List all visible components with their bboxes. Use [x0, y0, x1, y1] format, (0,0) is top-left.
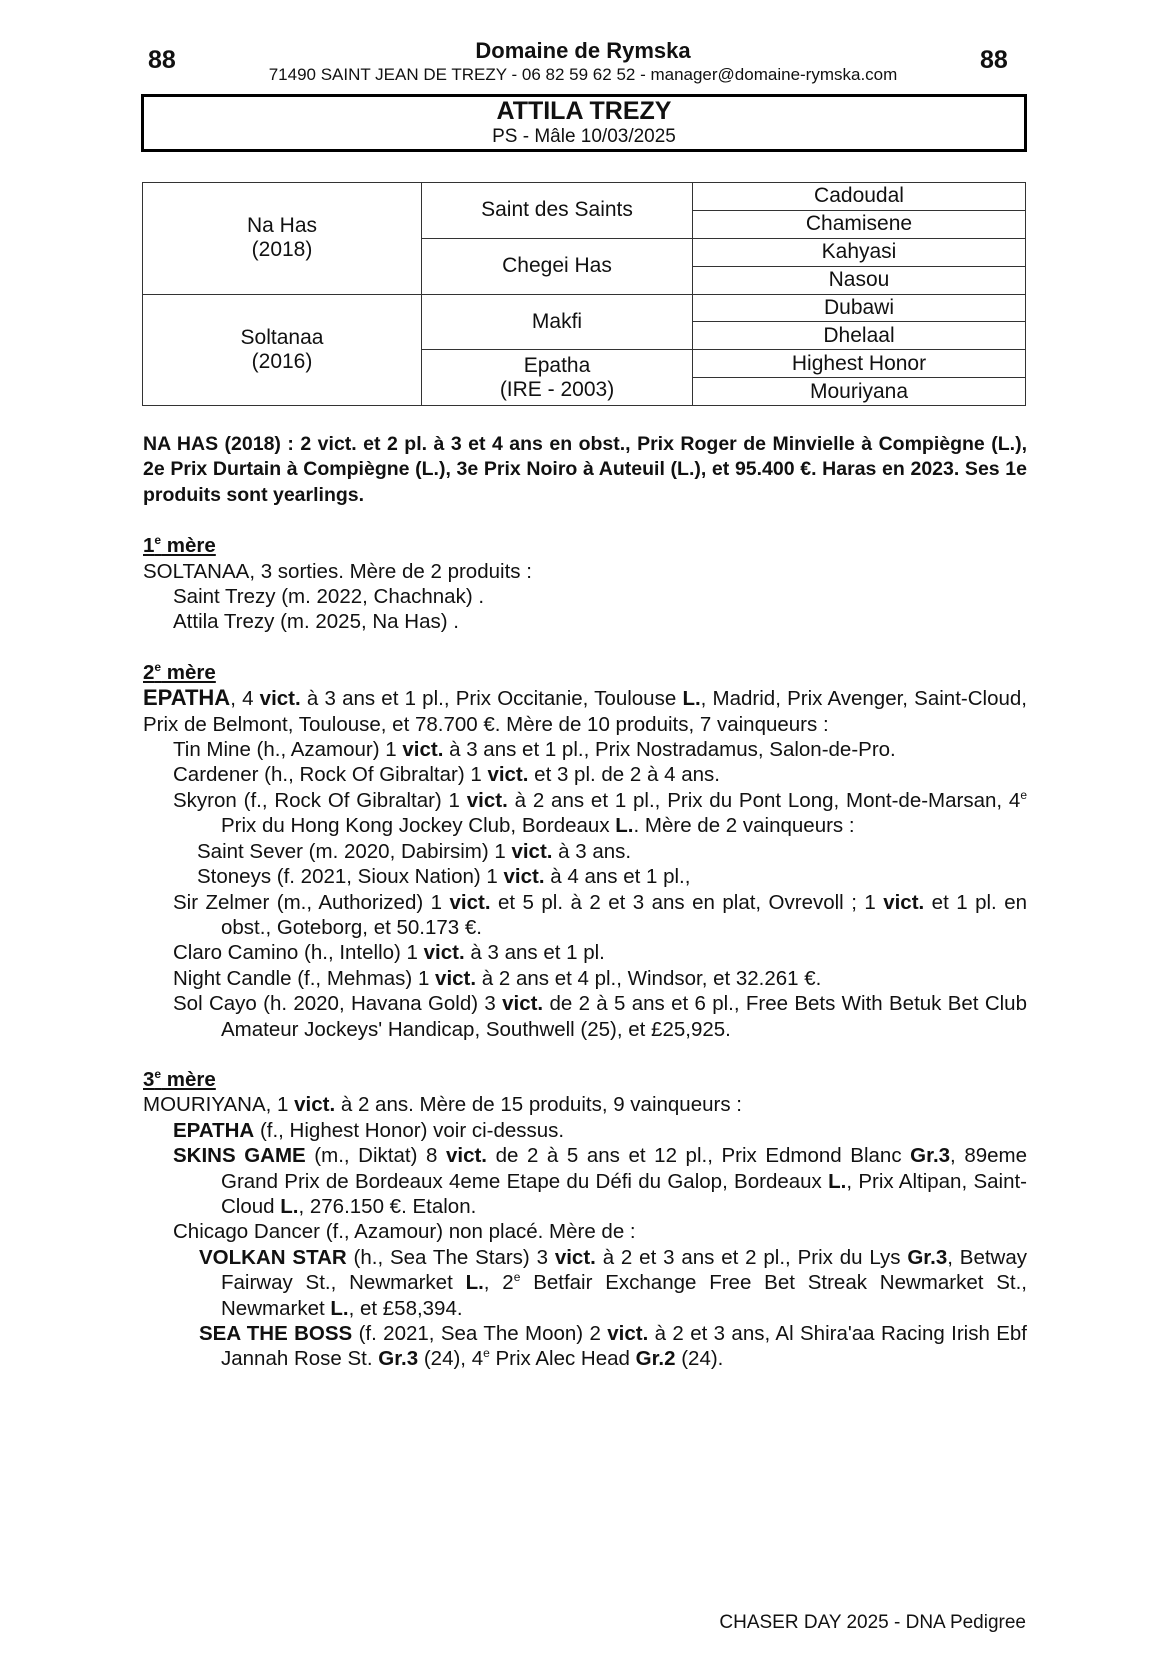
dam-dam-cell [422, 350, 693, 406]
vendor-name: Domaine de Rymska [475, 38, 691, 63]
horse-title-box [141, 94, 1027, 152]
dam-year: (2016) [251, 349, 313, 373]
dam-intro: SOLTANAA, 3 sorties. Mère de 2 produits : [143, 559, 532, 583]
list-item: SEA THE BOSS (f. 2021, Sea The Moon) 2 vict. à 2 et 3 ans, Al Shira'aa Racing Irish Ebf Jannah Rose St. Gr.3 (24), 4e Prix Alec Head Gr.2 (24). [199, 1322, 1027, 1371]
pedigree-notes [143, 432, 1027, 1397]
list-item: VOLKAN STAR (h., Sea The Stars) 3 vict. à 2 et 3 ans et 2 pl., Prix du Lys Gr.3, Betway Fairway St., Newmarket L., 2e Betfair Exchange Free Bet Streak Newmarket St., Newmarket L., et £58,394. [199, 1245, 1027, 1320]
sire-cell [143, 183, 422, 295]
vendor-address: 71490 SAINT JEAN DE TREZY - 06 82 59 62 52 - manager@domaine-rymska.com [268, 65, 898, 84]
horse-details: PS - Mâle 10/03/2025 [492, 126, 676, 147]
g3-cell: Dubawi [693, 294, 1026, 322]
list-item: Chicago Dancer (f., Azamour) non placé. Mère de : [173, 1220, 636, 1244]
g3-cell: Cadoudal [693, 183, 1026, 211]
dam-name: Soltanaa [240, 325, 324, 349]
lot-number-left: 88 [148, 46, 176, 74]
g3-cell: Chamisene [693, 210, 1026, 238]
list-item: Sol Cayo (h. 2020, Havana Gold) 3 vict. de 2 à 5 ans et 6 pl., Free Bets With Betuk Bet Club Amateur Jockeys' Handicap, Southwell (25), et £25,925. [173, 992, 1027, 1041]
dam-dam-name: Epatha [523, 353, 591, 377]
section-heading: 3e mère [143, 1067, 216, 1091]
list-item: Sir Zelmer (m., Authorized) 1 vict. et 5 pl. à 2 et 3 ans en plat, Ovrevoll ; 1 vict. et 1 pl. en obst., Goteborg, et 50.173 €. [173, 890, 1027, 939]
g3-cell: Dhelaal [693, 322, 1026, 350]
list-item: Tin Mine (h., Azamour) 1 vict. à 3 ans et 1 pl., Prix Nostradamus, Salon-de-Pro. [173, 738, 896, 762]
dam-intro: MOURIYANA, 1 vict. à 2 ans. Mère de 15 produits, 9 vainqueurs : [143, 1093, 742, 1117]
dam-cell [143, 294, 422, 406]
dam-sire-cell: Makfi [422, 294, 693, 350]
pedigree-table [142, 182, 1026, 406]
g3-cell: Highest Honor [693, 350, 1026, 378]
list-item: Claro Camino (h., Intello) 1 vict. à 3 ans et 1 pl. [173, 941, 605, 965]
g3-cell: Nasou [693, 266, 1026, 294]
section-heading: 2e mère [143, 660, 216, 684]
list-item: Night Candle (f., Mehmas) 1 vict. à 2 ans et 4 pl., Windsor, et 32.261 €. [173, 966, 822, 990]
sire-sire-cell: Saint des Saints [422, 183, 693, 239]
list-item: EPATHA (f., Highest Honor) voir ci-dessus. [173, 1118, 565, 1142]
list-item: Skyron (f., Rock Of Gibraltar) 1 vict. à 2 ans et 1 pl., Prix du Pont Long, Mont-de-Marsan, 4e Prix du Hong Kong Jockey Club, Bordeaux L.. Mère de 2 vainqueurs : [173, 788, 1028, 838]
section-1st-dam [143, 533, 1027, 635]
list-item: Saint Trezy (m. 2022, Chachnak) . [173, 585, 485, 609]
section-2nd-dam [143, 660, 1027, 1042]
list-item: Stoneys (f. 2021, Sioux Nation) 1 vict. à 4 ans et 1 pl., [197, 865, 691, 889]
page-footer: CHASER DAY 2025 - DNA Pedigree [719, 1612, 1026, 1633]
lot-number-right: 88 [980, 46, 1008, 74]
list-item: SKINS GAME (m., Diktat) 8 vict. de 2 à 5 ans et 12 pl., Prix Edmond Blanc Gr.3, 89eme Grand Prix de Bordeaux 4eme Etape du Défi du Galop, Bordeaux L., Prix Altipan, Saint-Cloud L., 276.150 €. Etalon. [173, 1144, 1027, 1218]
sire-note: NA HAS (2018) : 2 vict. et 2 pl. à 3 et 4 ans en obst., Prix Roger de Minvielle à Compiègne (L.), 2e Prix Durtain à Compiègne (L.), 3e Prix Noiro à Auteuil (L.), et 95.400 €. Haras en 2023. Ses 1e produits sont yearlings. [143, 433, 1027, 506]
sire-year: (2018) [251, 238, 313, 262]
list-item: Attila Trezy (m. 2025, Na Has) . [173, 610, 459, 634]
g3-cell: Mouriyana [693, 378, 1026, 406]
section-heading: 1e mère [143, 533, 216, 558]
section-3rd-dam [143, 1067, 1027, 1372]
dam-intro: EPATHA, 4 vict. à 3 ans et 1 pl., Prix Occitanie, Toulouse L., Madrid, Prix Avenger, Saint-Cloud, Prix de Belmont, Toulouse, et 78.700 €. Mère de 10 produits, 7 vainqueurs : [143, 685, 1027, 736]
sire-dam-cell: Chegei Has [422, 238, 693, 294]
dam-dam-year: (IRE - 2003) [499, 377, 615, 401]
horse-name: ATTILA TREZY [496, 97, 672, 125]
vendor-header [0, 38, 1166, 86]
list-item: Cardener (h., Rock Of Gibraltar) 1 vict. et 3 pl. de 2 à 4 ans. [173, 763, 720, 787]
list-item: Saint Sever (m. 2020, Dabirsim) 1 vict. à 3 ans. [197, 839, 632, 863]
g3-cell: Kahyasi [693, 238, 1026, 266]
sire-name: Na Has [246, 214, 318, 238]
